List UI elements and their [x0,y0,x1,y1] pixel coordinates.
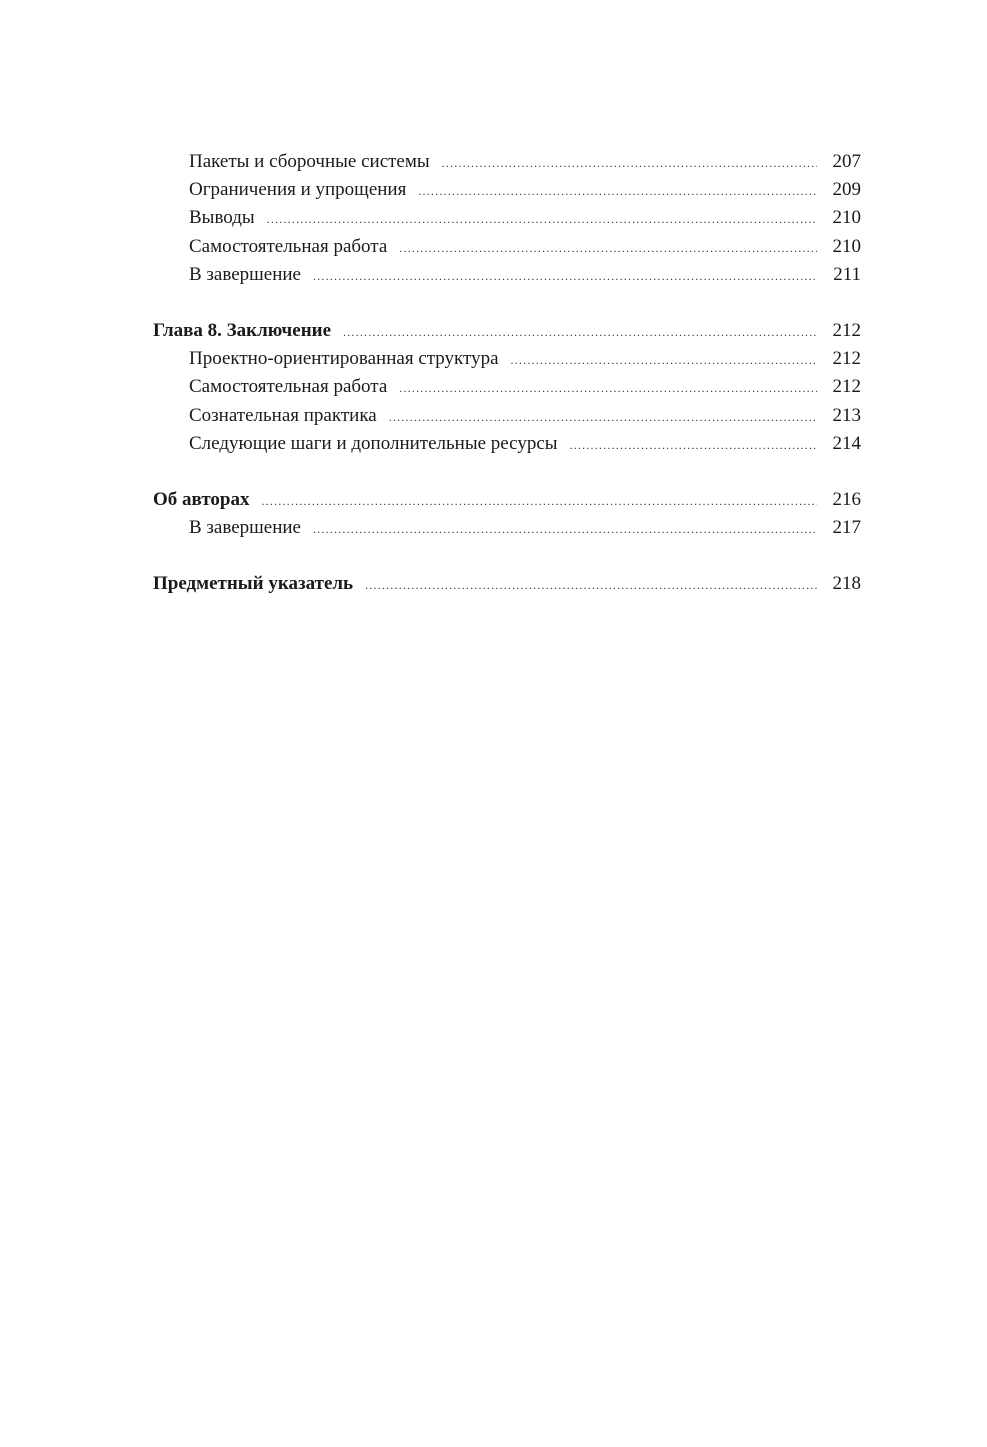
toc-entry[interactable] [153,261,861,289]
toc-entry[interactable] [153,176,861,204]
toc-entry-title: Сознательная практика [189,404,377,426]
toc-entry-title: Самостоятельная работа [189,376,388,398]
toc-entry-title: Самостоятельная работа [189,235,388,257]
toc-entry[interactable] [153,373,861,401]
toc-entry-page: 209 [832,179,861,201]
dot-leader [570,431,817,459]
dot-leader [343,318,817,346]
toc-entry-title: Проектно-ориентированная структура [189,348,499,370]
toc-heading-title: Предметный указатель [153,573,354,595]
toc-entry-page: 213 [832,404,861,426]
toc-group-index [153,570,861,598]
toc-heading-title: Глава 8. Заключение [153,319,332,341]
table-of-contents [153,148,861,598]
toc-entry[interactable] [153,345,861,373]
toc-chapter-heading[interactable] [153,317,861,345]
toc-entry-page: 210 [832,235,861,257]
dot-leader [313,262,817,290]
toc-group-chapter-7-continued [153,148,861,289]
dot-leader [399,374,817,402]
toc-chapter-heading[interactable] [153,486,861,514]
toc-entry-title: Ограничения и упрощения [189,179,407,201]
dot-leader [365,571,817,599]
toc-entry[interactable] [153,233,861,261]
toc-entry-page: 212 [832,348,861,370]
dot-leader [418,177,817,205]
toc-entry-page: 210 [832,207,861,229]
toc-entry[interactable] [153,402,861,430]
toc-entry[interactable] [153,430,861,458]
dot-leader [267,205,817,233]
toc-entry-page: 207 [832,151,861,172]
toc-group-chapter-8 [153,317,861,458]
toc-entry-title: В завершение [189,517,301,539]
dot-leader [261,487,817,515]
toc-entry-page: 211 [833,263,861,285]
toc-entry[interactable] [153,204,861,232]
toc-entry[interactable] [153,514,861,542]
dot-leader [511,346,817,374]
dot-leader [389,403,817,431]
toc-entry-title: Следующие шаги и дополнительные ресурсы [189,432,558,454]
toc-entry-page: 214 [832,432,861,454]
toc-entry-page: 217 [832,517,861,539]
toc-group-about-authors [153,486,861,542]
toc-heading-title: Об авторах [153,488,250,510]
toc-entry-title: В завершение [189,263,301,285]
toc-entry-title: Выводы [189,207,255,229]
dot-leader [399,234,817,262]
dot-leader [313,515,817,543]
toc-heading-page: 216 [832,488,861,510]
toc-entry[interactable] [153,148,861,176]
toc-heading-page: 218 [832,573,861,595]
toc-entry-page: 212 [832,376,861,398]
toc-heading-page: 212 [832,319,861,341]
dot-leader [442,149,817,177]
toc-entry-title: Пакеты и сборочные системы [189,151,430,172]
toc-chapter-heading[interactable] [153,570,861,598]
